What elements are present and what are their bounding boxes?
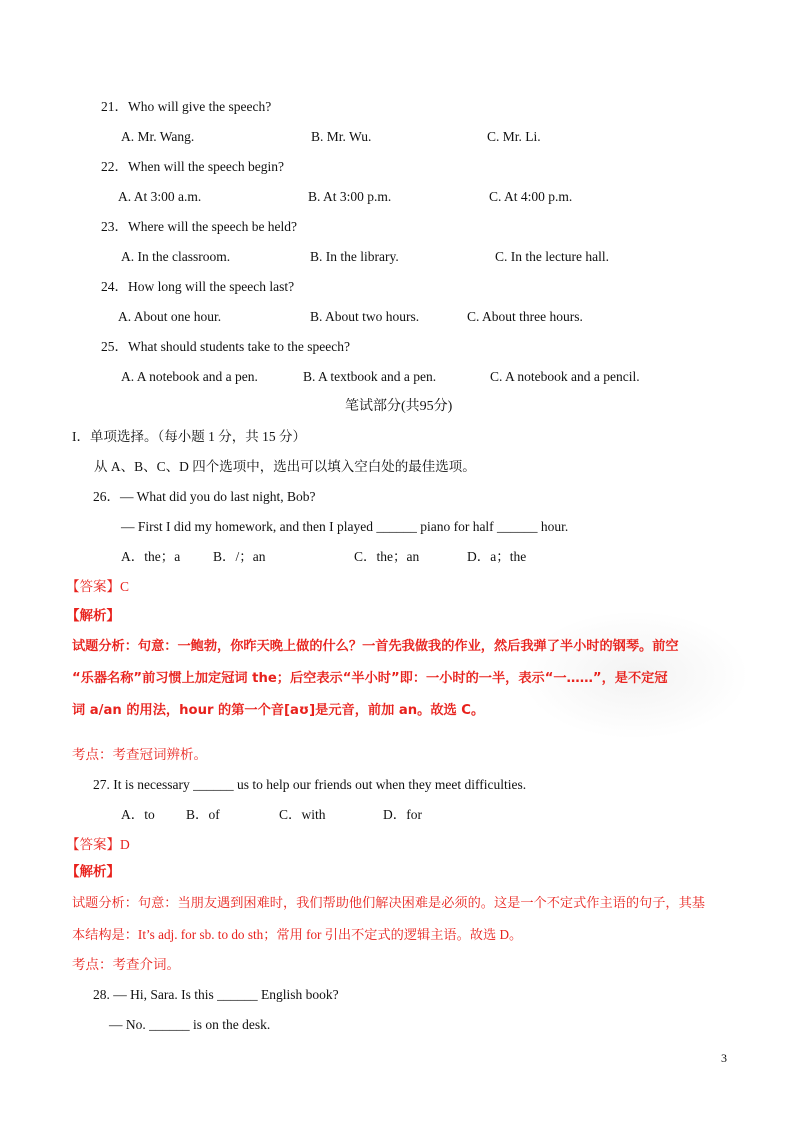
- option-26-b: B．/；an: [213, 549, 266, 564]
- option-23-a: A. In the classroom.: [121, 249, 231, 264]
- option-27-a: A．to: [121, 807, 155, 822]
- option-27-d: D．for: [383, 807, 422, 822]
- option-25-a: A. A notebook and a pen.: [121, 369, 258, 384]
- question-26: 26．— What did you do last night, Bob?: [93, 489, 316, 504]
- option-23-c: C. In the lecture hall.: [495, 249, 609, 264]
- option-22-b: B. At 3:00 p.m.: [308, 189, 392, 204]
- analysis-27-line2: 本结构是：It’s adj. for sb. to do sth；常用 for 引出不定式的逻辑主语。故选 D。: [72, 927, 523, 942]
- question-28-line2: — No. ______ is on the desk.: [109, 1017, 271, 1032]
- question-28: 28. — Hi, Sara. Is this ______ English book?: [93, 987, 339, 1002]
- analysis-label-27: 【解析】: [66, 864, 120, 880]
- question-26-line2: — First I did my homework, and then I played ______ piano for half ______ hour.: [121, 519, 569, 534]
- question-25: 25．What should students take to the speech?: [101, 339, 350, 354]
- point-26: 考点：考查冠词辨析。: [72, 747, 207, 762]
- analysis-26-line1: 试题分析：句意：一鲍勃，你昨天晚上做的什么？一首先我做我的作业，然后我弹了半小时的钢琴。前空: [72, 639, 679, 654]
- question-23: 23．Where will the speech be held?: [101, 219, 298, 234]
- option-22-c: C. At 4:00 p.m.: [489, 189, 573, 204]
- section-instruction: 从 A、B、C、D 四个选项中，选出可以填入空白处的最佳选项。: [94, 459, 476, 474]
- option-26-c: C．the；an: [354, 549, 420, 564]
- question-21: 21．Who will give the speech?: [101, 99, 272, 114]
- section-heading: I．单项选择。（每小题 1 分，共 15 分）: [72, 429, 306, 444]
- question-22: 22．When will the speech begin?: [101, 159, 284, 174]
- written-part-title: 笔试部分(共95分): [345, 399, 453, 414]
- question-24: 24．How long will the speech last?: [101, 279, 295, 294]
- answer-26: 【答案】C: [66, 579, 130, 594]
- option-25-c: C. A notebook and a pencil.: [490, 369, 640, 384]
- analysis-label-26: 【解析】: [66, 608, 120, 624]
- option-22-a: A. At 3:00 a.m.: [118, 189, 202, 204]
- question-27: 27. It is necessary ______ us to help our friends out when they meet difficulties.: [93, 777, 527, 792]
- option-25-b: B. A textbook and a pen.: [303, 369, 437, 384]
- option-23-b: B. In the library.: [310, 249, 399, 264]
- option-27-c: C．with: [279, 807, 326, 822]
- analysis-26-line2: “乐器名称”前习惯上加定冠词 the；后空表示“半小时”即：一小时的一半，表示“一……”，是不定冠: [72, 671, 668, 686]
- option-24-b: B. About two hours.: [310, 309, 420, 324]
- option-21-c: C. Mr. Li.: [487, 129, 541, 144]
- answer-27: 【答案】D: [66, 837, 130, 852]
- option-21-b: B. Mr. Wu.: [311, 129, 372, 144]
- option-24-a: A. About one hour.: [118, 309, 222, 324]
- option-21-a: A. Mr. Wang.: [121, 129, 195, 144]
- analysis-27-line1: 试题分析：句意：当朋友遇到困难时，我们帮助他们解决困难是必须的。这是一个不定式作主语的句子，其基: [72, 895, 705, 910]
- point-27: 考点：考查介词。: [72, 957, 180, 972]
- option-26-d: D．a；the: [467, 549, 527, 564]
- page-number: 3: [721, 1051, 727, 1065]
- option-27-b: B．of: [186, 807, 220, 822]
- analysis-26-line3: 词 a/an 的用法，hour 的第一个音[aʊ]是元音，前加 an。故选 C。: [72, 703, 485, 718]
- option-26-a: A．the；a: [121, 549, 181, 564]
- option-24-c: C. About three hours.: [467, 309, 583, 324]
